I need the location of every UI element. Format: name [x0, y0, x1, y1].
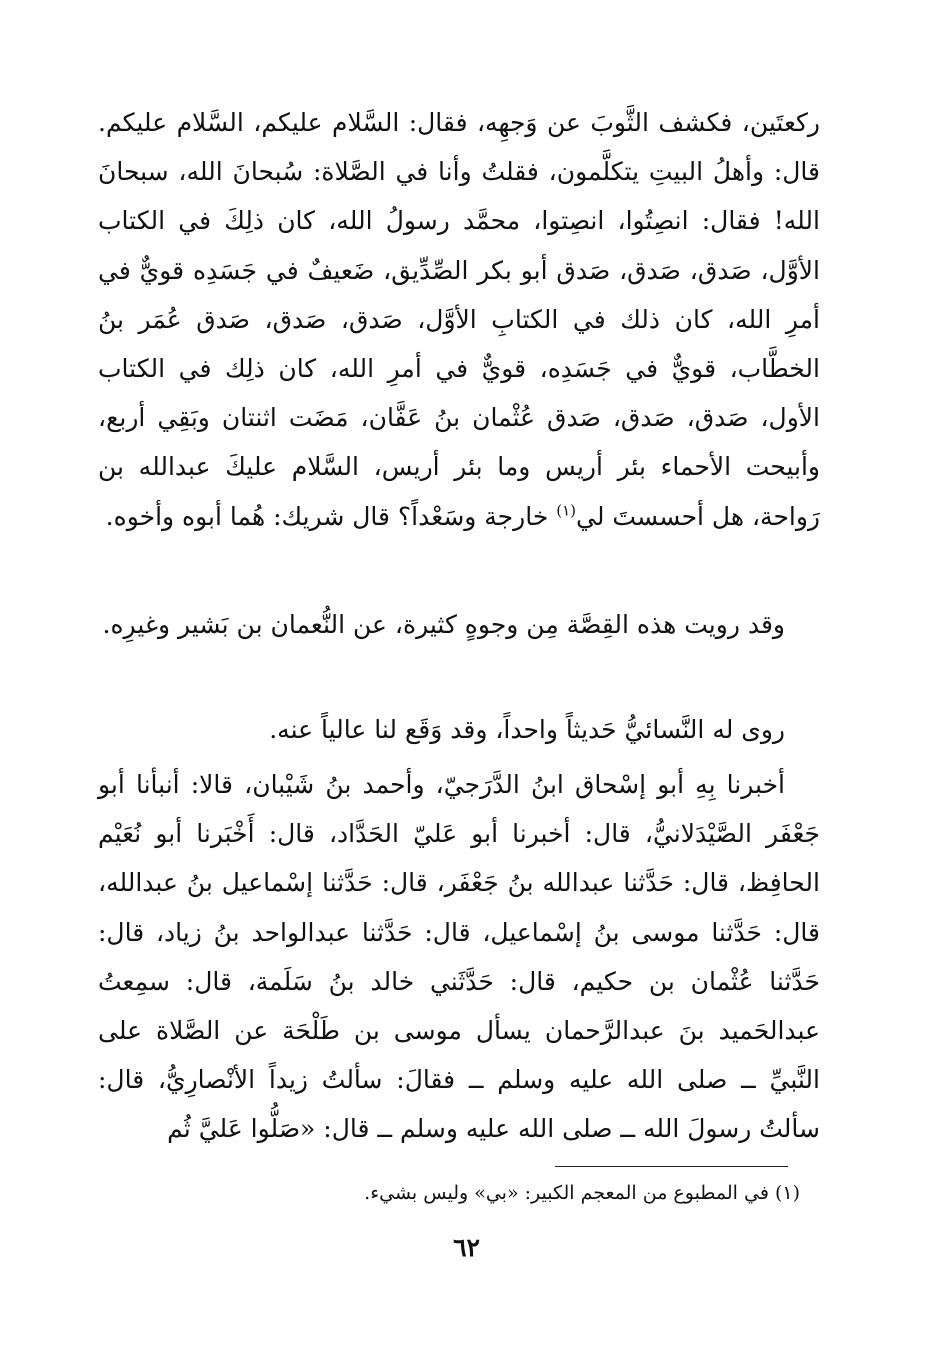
- paragraph-text: ركعتَين، فكشف الثَّوبَ عن وَجهِه، فقال: السَّلام عليكم، السَّلام عليكم. قال: وأهلُ البيتِ يتكلَّمون، فقلتُ وأنا في الصَّلاة: سُبحانَ الله، سبحانَ الله! فقال: انصِتُوا، انصِتوا، محمَّد رسولُ الله، كان ذلِكَ في الكتاب الأوَّل، صَدق، صَدق، صَدق أبو بكر الصِّدِّيق، ضَعيفٌ في جَسَدِه قويٌّ في أمرِ الله، كان ذلك في الكتابِ الأوَّل، صَدق، صَدق، صَدق عُمَر بنُ الخطَّاب، قويٌّ في جَسَدِه، قويٌّ في أمرِ الله، كان ذلِك في الكتاب الأول، صَدق، صَدق، صَدق عُثْمان بنُ عَفَّان، مَضَت اثنتان وبَقِي أربع، وأبيحت الأحماء بئر أريس وما بئر أريس، السَّلام عليكَ عبدالله بن رَواحة، هل أحسستَ لي: [98, 108, 820, 531]
- paragraph-narration-note: [98, 600, 820, 649]
- paragraph-text: وقد رويت هذه القِصَّة مِن وجوهٍ كثيرة، عن النُّعمان بن بَشير وغيرِه.: [102, 610, 785, 639]
- page-number: ٦٢: [453, 1233, 480, 1262]
- paragraph-nasai-note: [98, 705, 820, 754]
- paragraph-isnad-chain: [98, 760, 820, 1154]
- paragraph-text-continued: خارجة وسَعْداً؟ قال شريك: هُما أبوه وأخوه.: [105, 501, 557, 531]
- paragraph-hadith-text: [98, 98, 820, 541]
- footnote: (١) في المطبوع من المعجم الكبير: «بي» وليس بشيء.: [364, 1182, 800, 1204]
- footnote-reference-mark: (١): [556, 501, 577, 520]
- footnote-divider: [555, 1166, 788, 1167]
- paragraph-text: أخبرنا بِهِ أبو إسْحاق ابنُ الدَّرَجيّ، وأحمد بنُ شَيْبان، قالا: أنبأنا أبو جَعْفَر الصَّيْدَلانيُّ، قال: أخبرنا أبو عَليّ الحَدَّاد، قال: أَخْبَرنا أبو نُعَيْم الحافِظ، قال: حَدَّثنا عبدالله بنُ جَعْفَر، قال: حَدَّثنا إسْماعيل بنُ عبدالله، قال: حَدَّثنا موسى بنُ إسْماعيل، قال: حَدَّثنا عبدالواحد بنُ زياد، قال: حَدَّثنا عُثْمان بن حكيم، قال: حَدَّثَني خالد بنُ سَلَمة، قال: سمِعتُ عبدالحَميد بنَ عبدالرَّحمان يسأل موسى بن طَلْحَة عن الصَّلاة على النَّبيِّ ــ صلى الله عليه وسلم ــ فقالَ: سألتُ زيداً الأنْصارِيُّ، قال: سألتُ رسولَ الله ــ صلى الله عليه وسلم ــ قال: «صَلُّوا عَليَّ ثُم: [98, 770, 820, 1144]
- paragraph-text: روى له النَّسائيُّ حَديثاً واحداً، وقد وَقَع لنا عالياً عنه.: [269, 715, 785, 744]
